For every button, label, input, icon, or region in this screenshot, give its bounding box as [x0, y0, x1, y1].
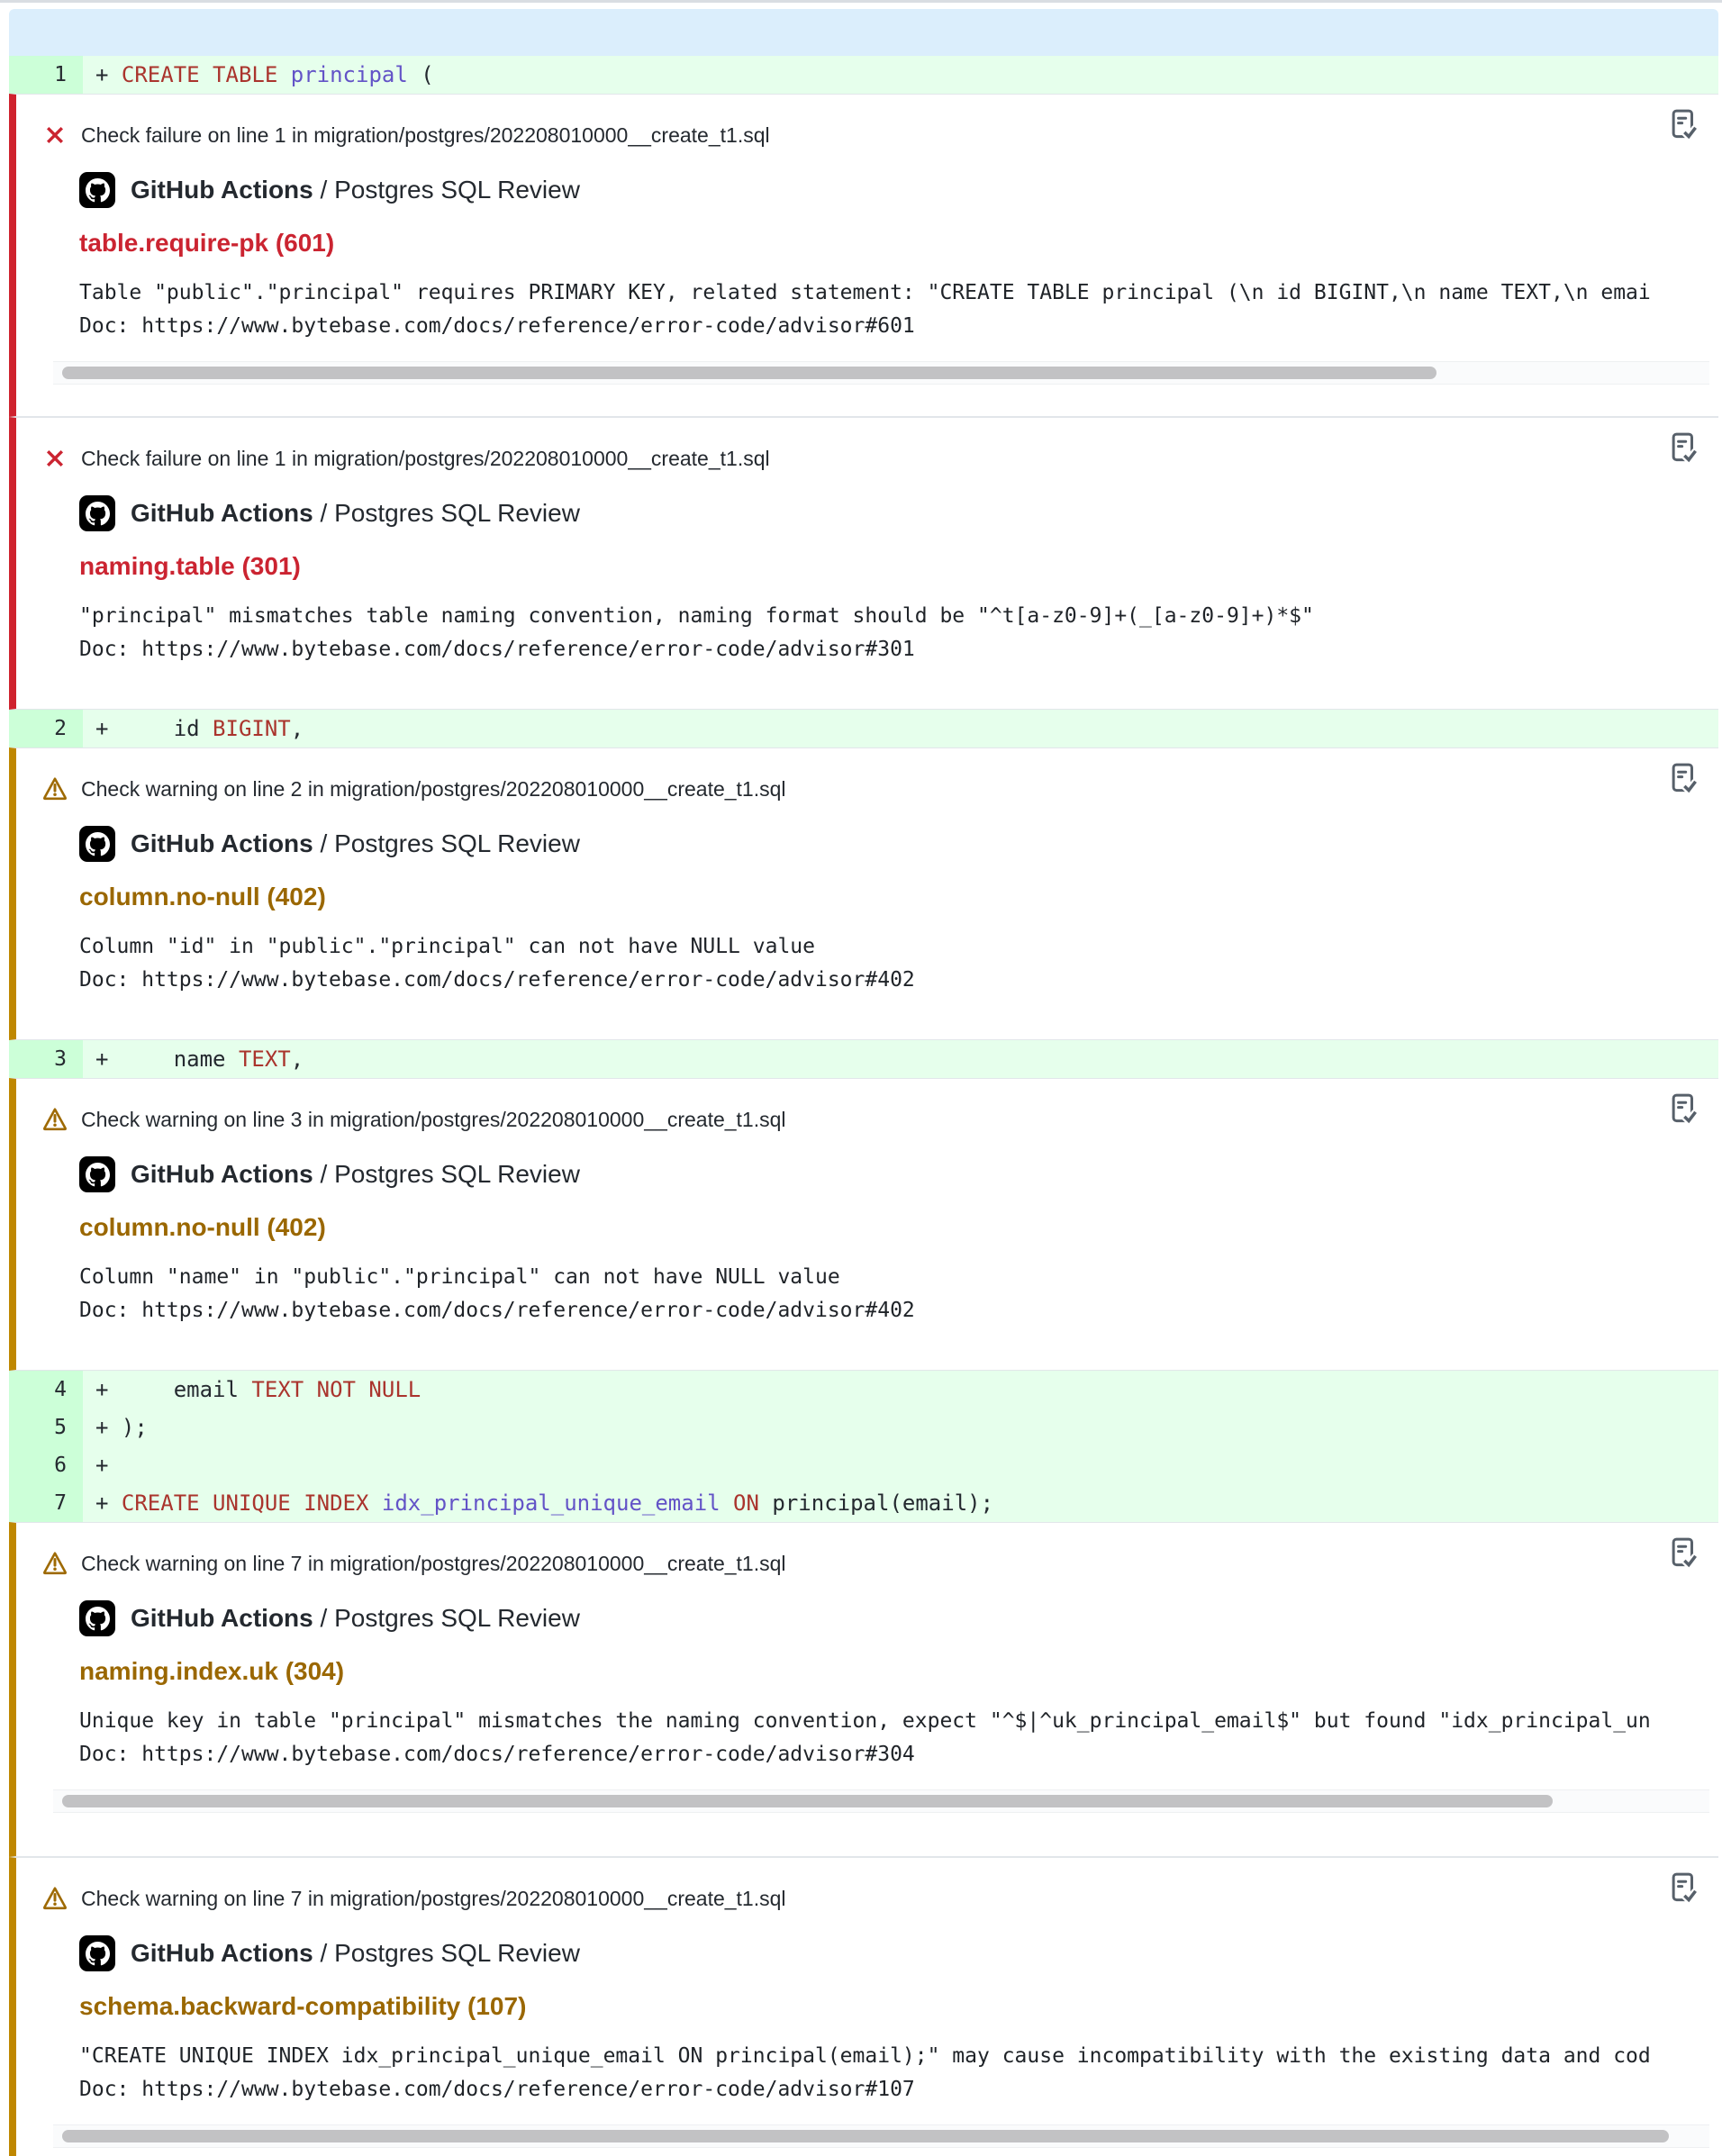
file-check-icon[interactable] — [1668, 1092, 1699, 1126]
annotation-message — [79, 600, 1709, 666]
annotation-header: Check failure on line 1 in migration/postgres/202208010000__create_t1.sql — [81, 123, 770, 147]
annotation-header-row — [42, 122, 1709, 149]
diff-line-added — [9, 1484, 1718, 1522]
scrollbar-thumb[interactable] — [62, 1795, 1553, 1807]
scrollbar-thumb[interactable] — [62, 367, 1437, 379]
file-check-icon[interactable] — [1668, 1871, 1699, 1905]
diff-line-added — [9, 1409, 1718, 1446]
code-content: + ); — [95, 1415, 148, 1440]
check-suite-row — [79, 1600, 1709, 1636]
app-name: GitHub Actions — [131, 1160, 313, 1188]
line-number[interactable]: 3 — [9, 1040, 83, 1078]
app-name: GitHub Actions — [131, 1939, 313, 1967]
app-name: GitHub Actions — [131, 829, 313, 857]
app-name: GitHub Actions — [131, 499, 313, 527]
annotation-header-row — [42, 1550, 1709, 1577]
annotation-header-row — [42, 775, 1709, 802]
annotation-message — [79, 1705, 1709, 1771]
annotation-message — [79, 2040, 1709, 2106]
horizontal-scrollbar[interactable] — [53, 361, 1709, 385]
annotation-header: Check warning on line 2 in migration/postgres/202208010000__create_t1.sql — [81, 777, 786, 801]
check-annotation-warning — [9, 1078, 1718, 1371]
check-suite-row — [79, 1935, 1709, 1971]
check-suite-row — [79, 495, 1709, 531]
message-text: "principal" mismatches table naming convention, naming format should be "^t[a-z0-9]+(_[a-z0-9]+)*$" — [79, 604, 1314, 628]
annotation-header: Check warning on line 3 in migration/postgres/202208010000__create_t1.sql — [81, 1108, 786, 1131]
check-suite-row — [79, 826, 1709, 862]
code-content: + email TEXT NOT NULL — [95, 1377, 421, 1402]
annotation-message — [79, 930, 1709, 997]
diff-line-added — [9, 710, 1718, 747]
github-avatar[interactable] — [79, 495, 115, 531]
github-avatar[interactable] — [79, 826, 115, 862]
github-avatar[interactable] — [79, 1156, 115, 1192]
annotation-header: Check failure on line 1 in migration/postgres/202208010000__create_t1.sql — [81, 447, 770, 470]
warning-icon — [42, 776, 68, 802]
diff-file-view — [9, 9, 1718, 2156]
warning-icon — [42, 1551, 68, 1576]
diff-line-added — [9, 1446, 1718, 1484]
line-number[interactable]: 1 — [9, 56, 83, 94]
message-text: Column "id" in "public"."principal" can not have NULL value — [79, 935, 815, 958]
horizontal-scrollbar[interactable] — [53, 2124, 1709, 2148]
diff-hunk-header-bar — [9, 9, 1718, 56]
app-name: GitHub Actions — [131, 176, 313, 204]
check-suite-row — [79, 1156, 1709, 1192]
doc-link: Doc: https://www.bytebase.com/docs/reference/error-code/advisor#601 — [79, 314, 915, 338]
annotation-header-row — [42, 445, 1709, 472]
rule-title: schema.backward-compatibility (107) — [79, 1992, 527, 2020]
scrollbar-thumb[interactable] — [62, 2130, 1669, 2142]
message-text: Column "name" in "public"."principal" can not have NULL value — [79, 1265, 840, 1289]
message-text: Table "public"."principal" requires PRIMARY KEY, related statement: "CREATE TABLE principal (\n id BIGINT,\n name TEXT,\n emai — [79, 281, 1651, 304]
app-name: GitHub Actions — [131, 1604, 313, 1632]
doc-link: Doc: https://www.bytebase.com/docs/reference/error-code/advisor#301 — [79, 638, 915, 661]
x-icon — [42, 122, 68, 148]
doc-link: Doc: https://www.bytebase.com/docs/reference/error-code/advisor#304 — [79, 1743, 915, 1766]
check-annotation-failure — [9, 94, 1718, 417]
top-gap — [0, 3, 1722, 9]
check-suite-row — [79, 172, 1709, 208]
message-text: Unique key in table "principal" mismatches the naming convention, expect "^$|^uk_principal_email$" but found "idx_principal_un — [79, 1709, 1651, 1733]
horizontal-scrollbar[interactable] — [53, 1789, 1709, 1813]
rule-title: naming.index.uk (304) — [79, 1657, 345, 1685]
line-number[interactable]: 6 — [9, 1446, 83, 1484]
code-content: + name TEXT, — [95, 1046, 304, 1072]
annotation-header-row — [42, 1885, 1709, 1912]
message-text: "CREATE UNIQUE INDEX idx_principal_unique_email ON principal(email);" may cause incompatibility with the existing data and cod — [79, 2044, 1651, 2068]
rule-title: column.no-null (402) — [79, 1213, 326, 1241]
x-icon — [42, 446, 68, 471]
doc-link: Doc: https://www.bytebase.com/docs/reference/error-code/advisor#402 — [79, 968, 915, 992]
diff-line-added — [9, 1371, 1718, 1409]
check-annotation-warning — [9, 1857, 1718, 2156]
doc-link: Doc: https://www.bytebase.com/docs/reference/error-code/advisor#107 — [79, 2078, 915, 2101]
check-name: / Postgres SQL Review — [313, 1939, 580, 1967]
file-check-icon[interactable] — [1668, 107, 1699, 141]
code-content: + — [95, 1453, 109, 1478]
check-annotation-warning — [9, 747, 1718, 1040]
file-check-icon[interactable] — [1668, 1535, 1699, 1570]
check-name: / Postgres SQL Review — [313, 499, 580, 527]
check-annotation-failure — [9, 417, 1718, 710]
annotation-header: Check warning on line 7 in migration/postgres/202208010000__create_t1.sql — [81, 1552, 786, 1575]
line-number[interactable]: 4 — [9, 1371, 83, 1409]
rule-title: column.no-null (402) — [79, 883, 326, 910]
github-avatar[interactable] — [79, 1600, 115, 1636]
diff-line-added — [9, 56, 1718, 94]
annotation-message — [79, 1261, 1709, 1327]
line-number[interactable]: 2 — [9, 710, 83, 747]
rule-title: naming.table (301) — [79, 552, 301, 580]
check-name: / Postgres SQL Review — [313, 176, 580, 204]
annotation-message — [79, 276, 1709, 343]
code-content: + id BIGINT, — [95, 716, 304, 741]
check-name: / Postgres SQL Review — [313, 1604, 580, 1632]
line-number[interactable]: 7 — [9, 1484, 83, 1522]
line-number[interactable]: 5 — [9, 1409, 83, 1446]
code-content: + CREATE UNIQUE INDEX idx_principal_unique_email ON principal(email); — [95, 1490, 994, 1516]
check-annotation-warning — [9, 1522, 1718, 1857]
code-content: + CREATE TABLE principal ( — [95, 62, 434, 87]
github-avatar[interactable] — [79, 172, 115, 208]
file-check-icon[interactable] — [1668, 430, 1699, 465]
annotation-header-row — [42, 1106, 1709, 1133]
doc-link: Doc: https://www.bytebase.com/docs/reference/error-code/advisor#402 — [79, 1299, 915, 1322]
github-avatar[interactable] — [79, 1935, 115, 1971]
check-name: / Postgres SQL Review — [313, 829, 580, 857]
rule-title: table.require-pk (601) — [79, 229, 335, 257]
annotation-header: Check warning on line 7 in migration/postgres/202208010000__create_t1.sql — [81, 1887, 786, 1910]
warning-icon — [42, 1886, 68, 1911]
warning-icon — [42, 1107, 68, 1132]
file-check-icon[interactable] — [1668, 761, 1699, 795]
diff-line-added — [9, 1040, 1718, 1078]
check-name: / Postgres SQL Review — [313, 1160, 580, 1188]
